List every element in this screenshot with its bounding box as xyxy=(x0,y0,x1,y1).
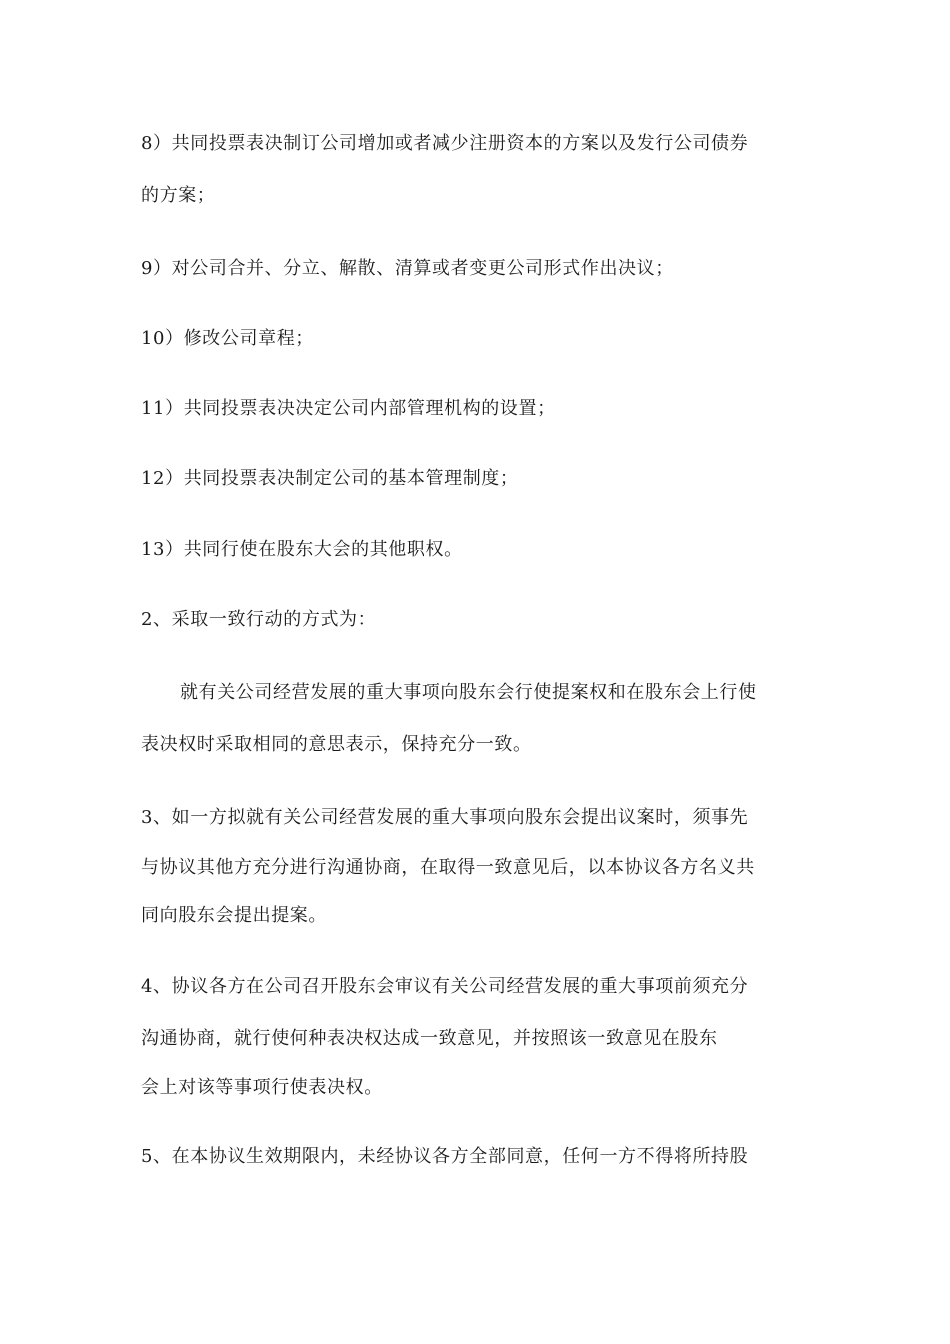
text-line-item-12: 12）共同投票表决制定公司的基本管理制度； xyxy=(141,468,519,489)
text-line-item-10: 10）修改公司章程； xyxy=(141,328,314,349)
text-line-section-4-cont-2: 会上对该等事项行使表决权。 xyxy=(141,1077,383,1098)
text-line-item-13: 13）共同行使在股东大会的其他职权。 xyxy=(141,539,463,560)
text-line-section-3: 3、如一方拟就有关公司经营发展的重大事项向股东会提出议案时，须事先 xyxy=(141,807,749,828)
text-line-item-8-cont: 的方案； xyxy=(141,185,216,206)
text-line-section-2-body-cont: 表决权时采取相同的意思表示，保持充分一致。 xyxy=(141,734,532,755)
text-line-section-4: 4、协议各方在公司召开股东会审议有关公司经营发展的重大事项前须充分 xyxy=(141,976,749,997)
text-line-section-2: 2、采取一致行动的方式为： xyxy=(141,609,377,630)
text-line-section-5: 5、在本协议生效期限内，未经协议各方全部同意，任何一方不得将所持股 xyxy=(141,1146,749,1167)
text-line-section-3-cont-1: 与协议其他方充分进行沟通协商，在取得一致意见后，以本协议各方名义共 xyxy=(141,857,755,878)
text-line-section-3-cont-2: 同向股东会提出提案。 xyxy=(141,905,327,926)
text-line-item-9: 9）对公司合并、分立、解散、清算或者变更公司形式作出决议； xyxy=(141,258,674,279)
text-line-item-8: 8）共同投票表决制订公司增加或者减少注册资本的方案以及发行公司债券 xyxy=(141,133,749,154)
text-line-item-11: 11）共同投票表决决定公司内部管理机构的设置； xyxy=(141,398,556,419)
text-line-section-2-body: 就有关公司经营发展的重大事项向股东会行使提案权和在股东会上行使 xyxy=(180,682,757,703)
text-line-section-4-cont-1: 沟通协商，就行使何种表决权达成一致意见，并按照该一致意见在股东 xyxy=(141,1028,718,1049)
